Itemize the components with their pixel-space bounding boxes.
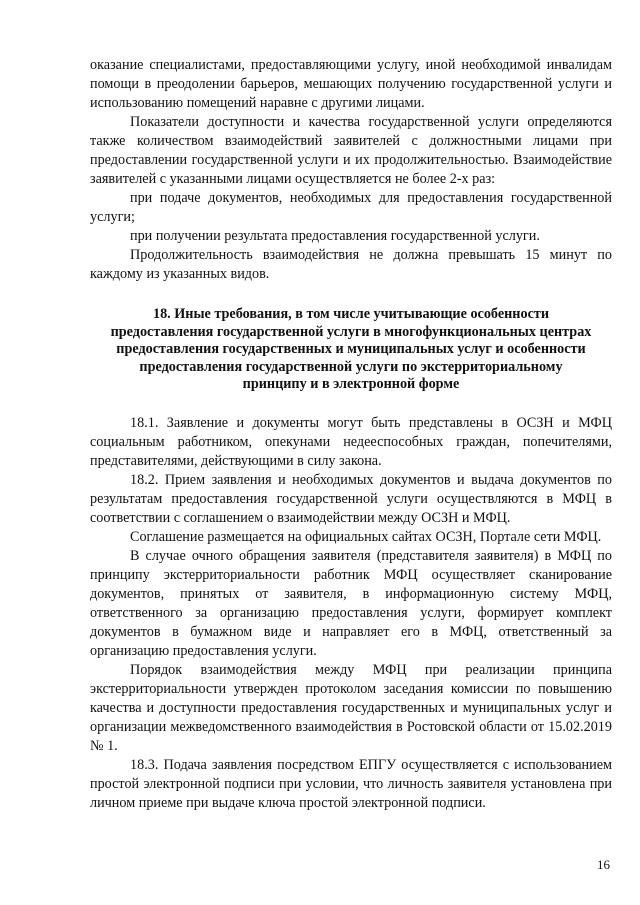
heading-line: 18. Иные требования, в том числе учитывающие особенности <box>152 306 550 322</box>
section-heading-18 <box>108 306 594 394</box>
paragraph-18-3: 18.3. Подача заявления посредством ЕПГУ осуществляется с использованием простой электронной подписи при условии, что личность заявителя установлена при личном приеме при выдаче ключа простой электронной подписи. <box>90 756 612 811</box>
paragraph-18-1: 18.1. Заявление и документы могут быть представлены в ОСЗН и МФЦ социальным работником, опекунами недееспособных граждан, попечителями, представителями, действующими в силу закона. <box>90 414 612 469</box>
paragraph-quality-indicators: Показатели доступности и качества государственной услуги определяются также количеством взаимодействий заявителей с должностными лицами при предоставлении государственной услуги и их продолжительностью. Взаимодействие заявителей с указанными лицами осуществляется не более 2-х раз: <box>90 114 612 187</box>
page-number: 16 <box>597 857 610 872</box>
paragraph-18-2: 18.2. Прием заявления и необходимых документов и выдача документов по результатам предоставления государственной услуги осуществляются в МФЦ в соответствии с соглашением о взаимодействии между ОСЗН и МФЦ. <box>90 471 612 526</box>
paragraph-on-receiving-result: при получении результата предоставления государственной услуги. <box>130 228 540 244</box>
paragraph-agreement-publication: Соглашение размещается на официальных сайтах ОСЗН, Портале сети МФЦ. <box>130 528 602 545</box>
heading-line: предоставления государственных и муниципальных услуг и особенности <box>116 341 586 357</box>
paragraph-extraterritorial: В случае очного обращения заявителя (представителя заявителя) в МФЦ по принципу экстерриториальности работник МФЦ осуществляет сканирование документов, принятых от заявителя, в информационную систему МФЦ, ответственного за организацию предоставления услуги, формирует комплект документов в бумажном виде и направляет его в МФЦ, ответственный за организацию предоставления услуги. <box>90 547 612 659</box>
document-page <box>90 56 612 813</box>
paragraph-on-submission: при подаче документов, необходимых для предоставления государственной услуги; <box>90 190 612 225</box>
heading-line: предоставления государственной услуги по экстерриториальному <box>139 358 563 375</box>
paragraph-interaction-duration: Продолжительность взаимодействия не должна превышать 15 минут по каждому из указанных видов. <box>90 247 612 282</box>
heading-line: принципу и в электронной форме <box>242 376 460 392</box>
paragraph-accessibility-assistance: оказание специалистами, предоставляющими услугу, иной необходимой инвалидам помощи в преодолении барьеров, мешающих получению государственной услуги и использованию помещений наравне с другими лицами. <box>90 57 612 111</box>
heading-line: предоставления государственной услуги в многофункциональных центрах <box>110 323 592 340</box>
paragraph-interaction-procedure: Порядок взаимодействия между МФЦ при реализации принципа экстерриториальности утвержден протоколом заседания комиссии по повышению качества и доступности предоставления государственных и муниципальных услуг и организации межведомственного взаимодействия в Ростовской области от 15.02.2019 № 1. <box>90 661 612 754</box>
